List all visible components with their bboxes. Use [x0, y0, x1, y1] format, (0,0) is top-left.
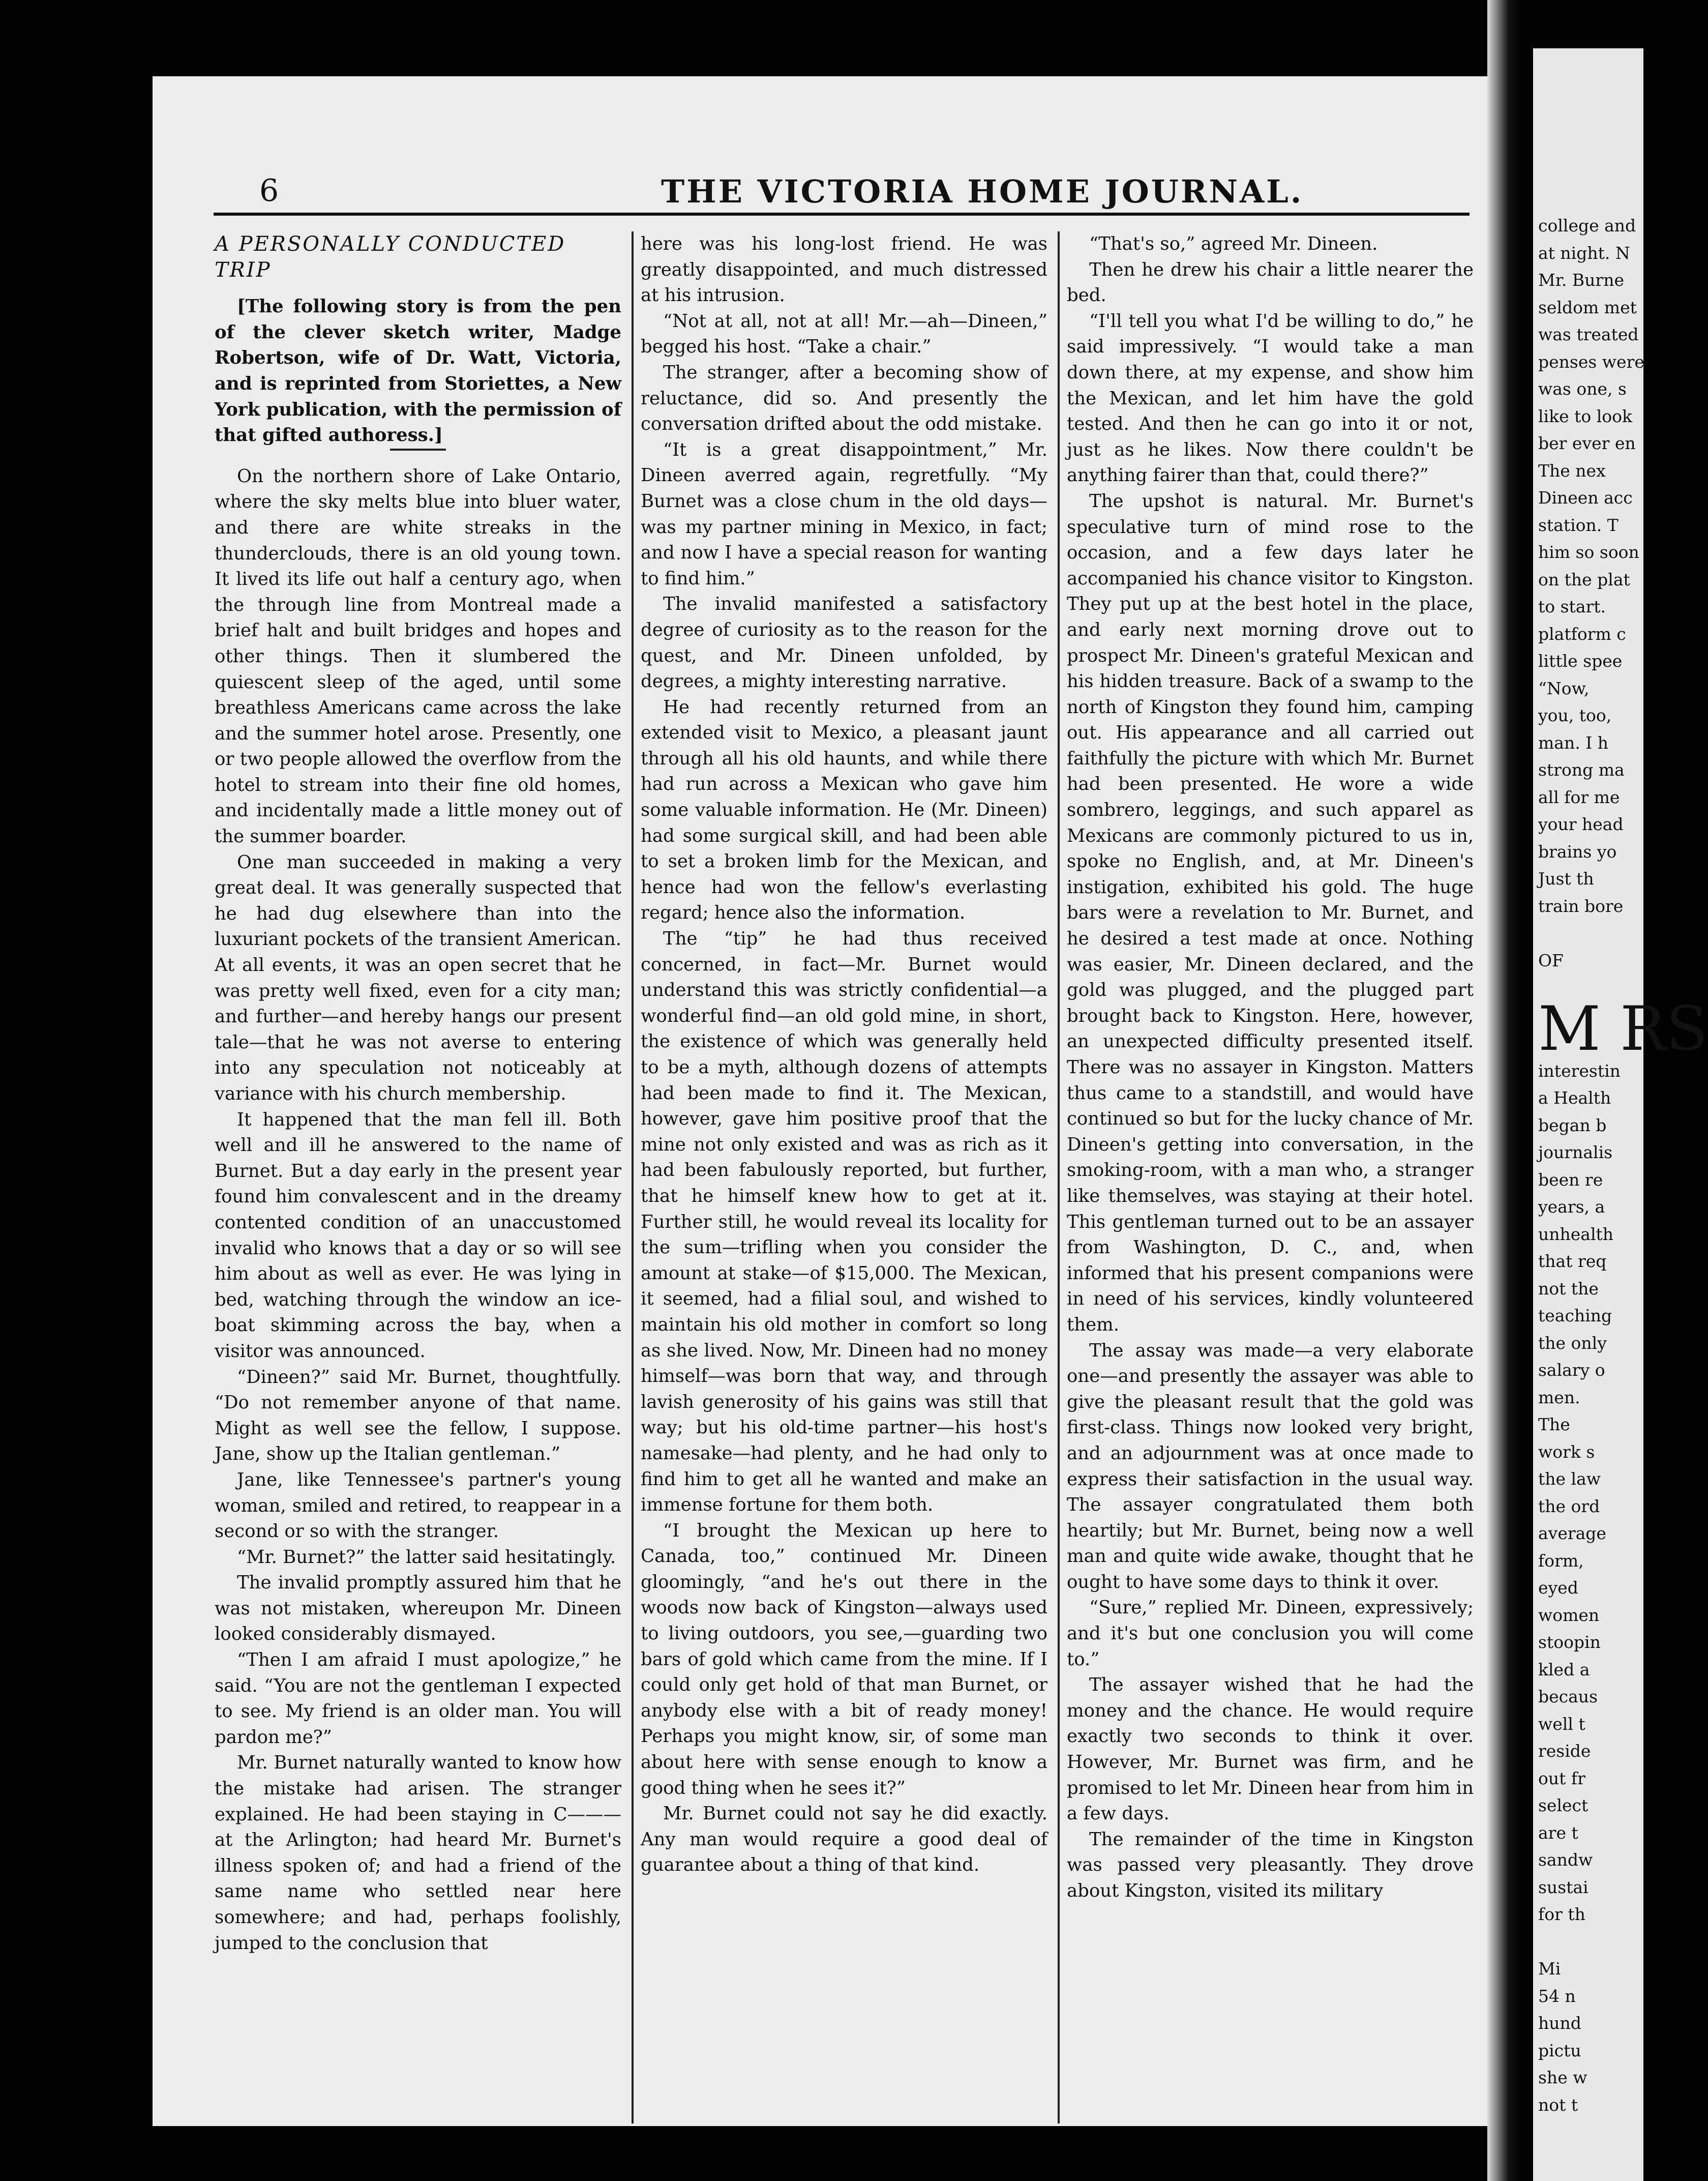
article-paragraph: On the northern shore of Lake Ontario, where the sky melts blue into bluer water, and there are white streaks in the thunderclouds, there is an old young town. It lived its life out half a century ago, when the through line from Montreal made a brief halt and built bridges and hopes and other things. Then it slumbered the quiescent sleep of the aged, until some breathless Americans came across the lake and the summer hotel arose. Presently, one or two people allowed the overflow from the hotel to stream into their fine old homes, and incidentally made a little money out of the summer boarder.: [215, 465, 621, 847]
next-page-line: train bore: [1538, 896, 1624, 916]
next-page-line: been re: [1538, 1169, 1603, 1190]
article-paragraph: “I brought the Mexican up here to Canada, too,” continued Mr. Dineen gloomingly, “and he's out there in the woods now back of Kingston—always used to living outdoors, you see,—guarding two bars of gold which came from the mine. If I could only get hold of that man Burnet, or anybody else with a bit of ready money! Perhaps you might know, sir, of some man about here with sense enough to know a good thing when he sees it?”: [641, 1520, 1047, 1799]
next-page-line: a Health: [1538, 1088, 1611, 1108]
next-page-line: not the: [1538, 1278, 1599, 1299]
next-page-line: 54 n: [1538, 1986, 1576, 2006]
article-paragraph: “Mr. Burnet?” the latter said hesitatingly.: [237, 1546, 616, 1568]
next-page-line: hund: [1538, 2013, 1581, 2033]
article-paragraph: He had recently returned from an extended visit to Mexico, a pleasant jaunt through all his old haunts, and while there had run across a Mexican who gave him some valuable information. He (Mr. Dineen) had some surgical skill, and had been able to set a broken limb for the Mexican, and hence had won the fellow's everlasting regard; hence also the information.: [641, 696, 1047, 924]
next-page-line: becaus: [1538, 1687, 1598, 1706]
article-paragraph: The assay was made—a very elaborate one—and presently the assayer was able to give the pleasant result that the gold was first-class. Things now looked very bright, and an adjournment was at once made to express their satisfaction in the usual way. The assayer congratulated them both heartily; but Mr. Burnet, being now a well man and quite wide awake, thought that he ought to have some days to think it over.: [1067, 1340, 1474, 1593]
article-paragraph: Mr. Burnet could not say he did exactly. Any man would require a good deal of guarantee about a thing of that kind.: [641, 1803, 1047, 1876]
next-page-line: the law: [1538, 1469, 1601, 1489]
next-page-line: The: [1538, 1414, 1570, 1434]
column-3-body: [1067, 231, 1474, 1904]
next-page-line: station. T: [1538, 515, 1619, 535]
page-number: 6: [259, 173, 279, 209]
next-page-line: Dineen acc: [1538, 488, 1633, 508]
column-1-body: [215, 464, 621, 1956]
next-page-line: ber ever en: [1538, 433, 1636, 453]
next-page-line: form,: [1538, 1550, 1584, 1571]
next-page-line: average: [1538, 1523, 1606, 1543]
next-page-line: [1538, 1928, 1708, 1956]
next-page-line: the ord: [1538, 1496, 1600, 1516]
next-page-line: unhealth: [1538, 1224, 1614, 1244]
next-page-line: seldom met: [1538, 297, 1637, 317]
next-page-line: she w: [1538, 2068, 1587, 2087]
next-page-line: “Now,: [1538, 678, 1590, 698]
article-columns: [214, 231, 1475, 2124]
journal-title: THE VICTORIA HOME JOURNAL.: [661, 173, 1304, 210]
next-page-line: the only: [1538, 1333, 1607, 1353]
next-page-line: work s: [1538, 1441, 1595, 1462]
next-page-line: your head: [1538, 814, 1624, 834]
next-page-line: him so soon: [1538, 542, 1639, 562]
next-page-line: eyed: [1538, 1578, 1578, 1598]
article-paragraph: “Sure,” replied Mr. Dineen, expressively; and it's but one conclusion you will come to.”: [1067, 1597, 1474, 1670]
next-page-line: select: [1538, 1795, 1589, 1815]
next-page-line: college and: [1538, 216, 1636, 235]
next-page-line: out fr: [1538, 1768, 1585, 1788]
next-page-line: you, too,: [1538, 705, 1612, 725]
next-page-line: kled a: [1538, 1659, 1590, 1679]
article-paragraph: The upshot is natural. Mr. Burnet's speculative turn of mind rose to the occasion, and a few days later he accompanied his chance visitor to Kingston. They put up at the best hotel in the place, and early next morning drove out to prospect Mr. Dineen's grateful Mexican and his hidden treasure. Back of a swamp to the north of Kingston they found him, camping out. His appearance and all carried out faithfully the picture with which Mr. Burnet had been presented. He wore a wide sombrero, leggings, and such apparel as Mexicans are commonly pictured to us in, spoke no English, and, at Mr. Dineen's instigation, exhibited his gold. The huge bars were a revelation to Mr. Burnet, and he desired a test made at once. Nothing was easier, Mr. Dineen declared, and the gold was plugged, and the plugged part brought back to Kingston. Here, however, an unexpected difficulty presented itself. There was no assayer in Kingston. Matters thus came to a standstill, and would have continued so but for the lucky chance of Mr. Dineen's getting into conversation, in the smoking-room, with a man who, a stranger like themselves, was staying at their hotel. This gentleman turned out to be an assayer from Washington, D. C., and, when informed that his present companions were in need of his services, kindly volunteered them.: [1067, 490, 1474, 1335]
header-rule: [214, 213, 1470, 216]
article-paragraph: “It is a great disappointment,” Mr. Dineen averred again, regretfully. “My Burnet was a close chum in the old days—was my partner mining in Mexico, in fact; and now I have a special reason for wanting to find him.”: [641, 439, 1047, 589]
separator-rule: [390, 449, 446, 451]
column-rule: [632, 231, 634, 2124]
next-page-line: M RS: [1538, 993, 1708, 1065]
next-page-line: journalis: [1538, 1142, 1613, 1162]
next-page-line: OF: [1538, 950, 1564, 970]
next-page-line: little spee: [1538, 651, 1623, 671]
column-2: [641, 231, 1047, 2124]
next-page-line: stoopin: [1538, 1632, 1601, 1652]
next-page-line: well t: [1538, 1714, 1585, 1734]
next-page-line: are t: [1538, 1822, 1578, 1843]
next-page-line: began b: [1538, 1115, 1607, 1135]
next-page-fragments: [1533, 212, 1708, 2118]
next-page-line: on the plat: [1538, 569, 1630, 590]
next-page-line: sustai: [1538, 1877, 1589, 1897]
column-2-body: [641, 231, 1047, 1878]
next-page-line: women: [1538, 1605, 1600, 1625]
next-page-line: platform c: [1538, 624, 1626, 644]
next-page-strip: [1533, 48, 1708, 2181]
next-page-line: like to look: [1538, 406, 1633, 426]
binding-shadow: [1487, 0, 1523, 2181]
article-paragraph: Mr. Burnet naturally wanted to know how the mistake had arisen. The stranger explained. He had been staying in C——— at the Arlington; had heard Mr. Burnet's illness spoken of; and had a friend of the same name who settled near here somewhere; and had, perhaps foolishly, jumped to the conclusion that: [215, 1752, 621, 1954]
next-page-line: at night. N: [1538, 243, 1630, 263]
column-rule: [1058, 231, 1060, 2124]
article-paragraph: “I'll tell you what I'd be willing to do,” he said impressively. “I would take a man down there, at my expense, and show him the Mexican, and let him have the gold tested. And then he can go into it or not, just as he likes. Now there couldn't be anything fairer than that, could there?”: [1067, 310, 1474, 486]
article-paragraph: The invalid manifested a satisfactory degree of curiosity as to the reason for the quest, and Mr. Dineen unfolded, by degrees, a mighty interesting narrative.: [641, 594, 1047, 692]
next-page-line: to start.: [1538, 597, 1606, 616]
next-page-line: Mr. Burne: [1538, 270, 1624, 290]
next-page-line: Mi: [1538, 1959, 1561, 1979]
article-paragraph: Then he drew his chair a little nearer the bed.: [1067, 259, 1474, 306]
next-page-line: years, a: [1538, 1197, 1605, 1217]
next-page-line: sandw: [1538, 1850, 1593, 1870]
next-page-line: not t: [1538, 2095, 1578, 2115]
next-page-line: was treated: [1538, 325, 1639, 344]
column-1: [215, 231, 621, 2124]
article-paragraph: “That's so,” agreed Mr. Dineen.: [1089, 233, 1378, 254]
article-paragraph: It happened that the man fell ill. Both well and ill he answered to the name of Burnet. But a day early in the present year found him convalescent and in the dreamy contented condition of an unaccustomed invalid who knows that a day or so will see him about as well as ever. He was lying in bed, watching through the window an ice-boat skimming across the bay, when a visitor was announced.: [215, 1109, 621, 1362]
article-paragraph: “Not at all, not at all! Mr.—ah—Dineen,” begged his host. “Take a chair.”: [641, 310, 1047, 358]
article-paragraph: Jane, like Tennessee's partner's young woman, smiled and retired, to reappear in a second or so with the stranger.: [215, 1469, 621, 1542]
article-paragraph: The invalid promptly assured him that he was not mistaken, whereupon Mr. Dineen looked considerably dismayed.: [215, 1572, 621, 1645]
article-paragraph: “Then I am afraid I must apologize,” he said. “You are not the gentleman I expected to see. My friend is an older man. You will pardon me?”: [215, 1649, 621, 1748]
column-3: [1067, 231, 1474, 2124]
next-page-line: interestin: [1538, 1060, 1621, 1081]
article-paragraph: The “tip” he had thus received concerned, in fact—Mr. Burnet would understand this was strictly confidential—a wonderful find—an old gold mine, in short, the existence of which was generally held to be a myth, although dozens of attempts had been made to find it. The Mexican, however, gave him positive proof that the mine not only existed and was as rich as it had been fabulously reported, but further, that he himself knew how to get at it. Further still, he would reveal its locality for the sum—trifling when you consider the amount at stake—of $15,000. The Mexican, it seemed, had a filial soul, and wished to maintain his old mother in comfort so long as she lived. Now, Mr. Dineen had no money himself—was born that way, and through lavish generosity of his gains was still that way; but his old-time partner—his host's namesake—had plenty, and he had only to find him to get all he wanted and make an immense fortune for them both.: [641, 928, 1047, 1516]
next-page-line: all for me: [1538, 787, 1620, 807]
article-paragraph: The stranger, after a becoming show of reluctance, did so. And presently the conversation drifted about the odd mistake.: [641, 362, 1047, 435]
next-page-line: salary o: [1538, 1360, 1605, 1380]
next-page-line: man. I h: [1538, 732, 1608, 753]
article-paragraph: One man succeeded in making a very great deal. It was generally suspected that he had dug elsewhere than into the luxuriant pockets of the transient American. At all events, it was an open secret that he was pretty well fixed, even for a city man; and further—and hereby hangs our present tale—that he was not averse to entering into any speculation not noticeably at variance with his church membership.: [215, 851, 621, 1104]
next-page-line: penses were: [1538, 351, 1644, 372]
next-page-line: for th: [1538, 1904, 1585, 1924]
article-paragraph: The assayer wished that he had the money and the chance. He would require exactly two seconds to think it over. However, Mr. Burnet was firm, and he promised to let Mr. Dineen hear from him in a few days.: [1067, 1674, 1474, 1824]
next-page-line: Just th: [1538, 869, 1594, 889]
next-page-line: teaching: [1538, 1306, 1612, 1325]
article-paragraph: The remainder of the time in Kingston was passed very pleasantly. They drove about Kingston, visited its military: [1067, 1829, 1474, 1901]
article-paragraph: here was his long-lost friend. He was greatly disappointed, and much distressed at his intrusion.: [641, 233, 1047, 306]
article-title: A PERSONALLY CONDUCTED TRIP: [215, 232, 566, 282]
page-header: [214, 158, 1475, 214]
next-page-line: men.: [1538, 1387, 1580, 1407]
next-page-line: that req: [1538, 1251, 1607, 1271]
next-page-line: brains yo: [1538, 841, 1617, 862]
next-page-line: pictu: [1538, 2040, 1581, 2060]
next-page-line: [1538, 920, 1708, 947]
next-page-line: The nex: [1538, 460, 1606, 481]
next-page-line: was one, s: [1538, 379, 1627, 399]
next-page-line: strong ma: [1538, 760, 1625, 780]
next-page-line: reside: [1538, 1741, 1591, 1761]
article-paragraph: “Dineen?” said Mr. Burnet, thoughtfully. “Do not remember anyone of that name. Might as well see the fellow, I suppose. Jane, show up the Italian gentleman.”: [215, 1366, 621, 1465]
article-intro: [The following story is from the pen of the clever sketch writer, Madge Robertson, wife of Dr. Watt, Victoria, and is reprinted from Storiettes, a New York publication, with the permission of that gifted authoress.]: [215, 296, 621, 446]
